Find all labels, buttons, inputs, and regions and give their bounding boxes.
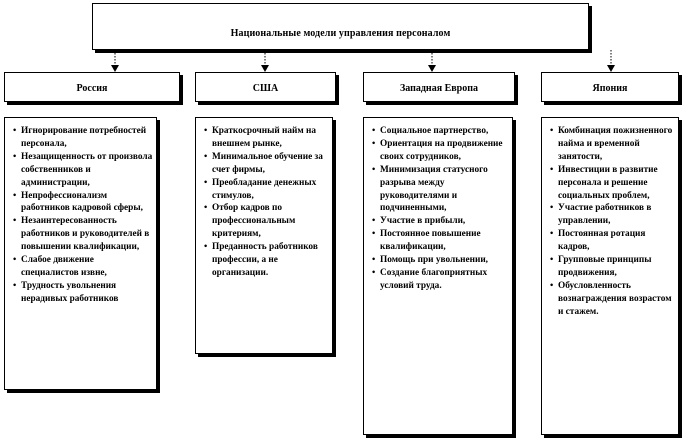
header-west-europe-label: Западная Европа [399,83,479,94]
header-usa-label: США [252,83,279,94]
list-item: • Преданность работников профессии, а не организации. [204,241,329,280]
items-russia [5,118,156,306]
list-item: • Игнорирование потребностей персонала, [13,125,153,151]
list-item: • Создание благоприятных условий труда. [372,267,509,293]
header-japan-label: Япония [592,83,628,94]
list-item: • Преобладание денежных стимулов, [204,177,329,203]
list-item: • Отбор кадров по профессиональным критериям, [204,202,329,241]
column-west-europe [363,117,513,435]
list-item: • Инвестиции в развитие персонала и решение социальных проблем, [550,164,675,203]
list-item: • Ориентация на продвижение своих сотрудников, [372,138,509,164]
list-item: • Групповые принципы продвижения, [550,254,675,280]
header-russia-label: Россия [76,83,108,94]
list-item: • Комбинация пожизненного найма и временной занятости, [550,125,675,164]
items-usa [196,118,332,280]
arrowhead-japan [607,65,615,72]
list-item: • Незаинтересованность работников и руководителей в повышении квалификации, [13,215,153,254]
list-item: • Непрофессионализм работников кадровой сферы, [13,190,153,216]
list-item: • Постоянное повышение квалификации, [372,228,509,254]
list-item: • Участие работников в управлении, [550,202,675,228]
column-japan [541,117,679,435]
arrowhead-russia [111,65,119,72]
header-japan [541,72,679,102]
list-item: • Незащищенность от произвола собственников и администрации, [13,151,153,190]
arrowhead-usa [261,65,269,72]
arrowhead-west-europe [428,65,436,72]
list-item: • Слабое движение специалистов извне, [13,254,153,280]
items-japan [542,118,678,319]
list-item: • Трудность увольнения нерадивых работников [13,280,153,306]
list-item: • Минимальное обучение за счет фирмы, [204,151,329,177]
list-item: • Участие в прибыли, [372,215,509,228]
list-item: • Краткосрочный найм на внешнем рынке, [204,125,329,151]
column-russia [4,117,157,390]
title-box [92,3,589,50]
list-item: • Помощь при увольнении, [372,254,509,267]
diagram-title: Национальные модели управления персоналом [230,28,451,39]
header-usa [195,72,336,102]
list-item: • Обусловленность вознаграждения возрастом и стажем. [550,280,675,319]
header-west-europe [363,72,515,102]
list-item: • Минимизация статусного разрыва между руководителями и подчиненными, [372,164,509,216]
column-usa [195,117,333,354]
list-item: • Постоянная ротация кадров, [550,228,675,254]
header-russia [4,72,180,102]
list-item: • Социальное партнерство, [372,125,509,138]
items-west-europe [364,118,512,293]
